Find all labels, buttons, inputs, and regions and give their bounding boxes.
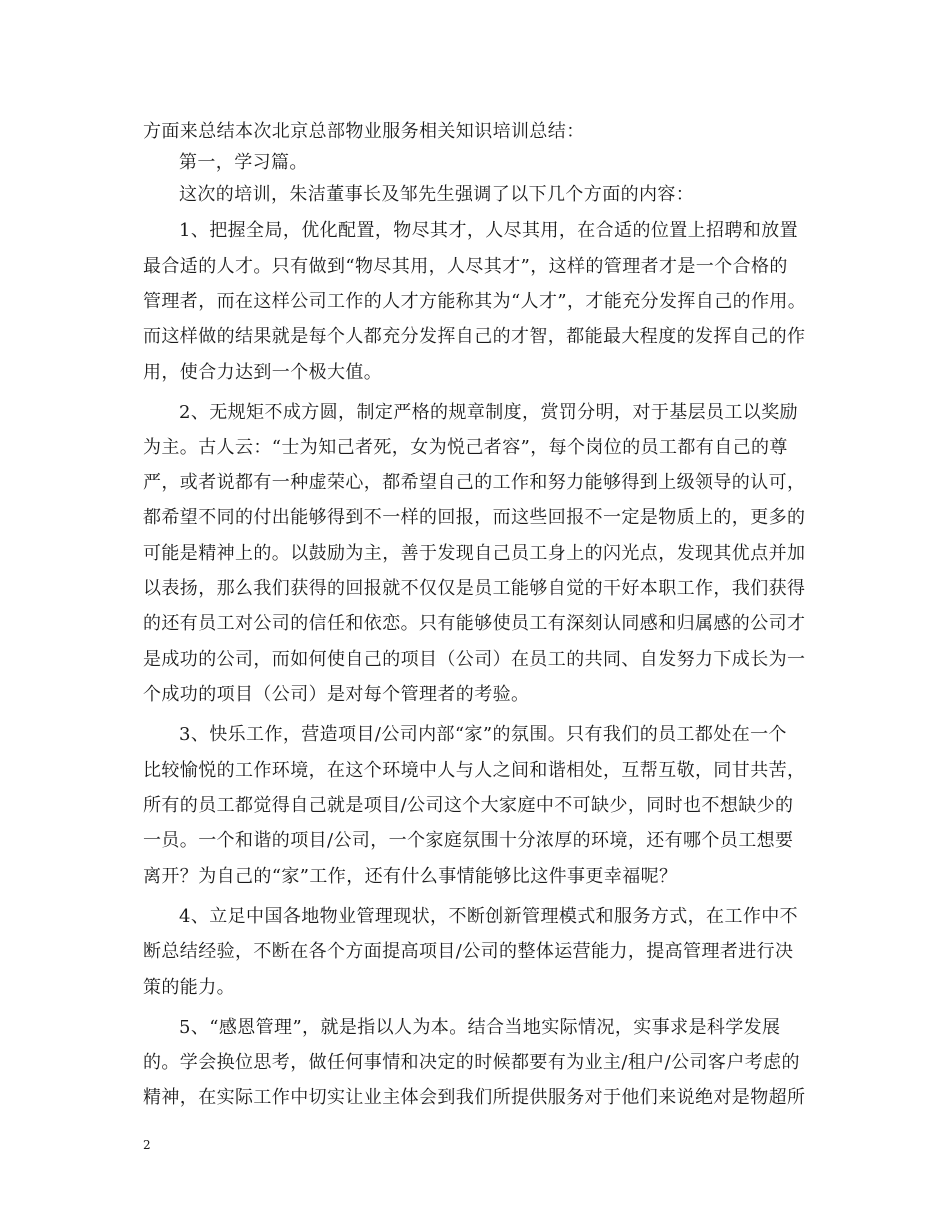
body-text-line: 一员。一个和谐的项目/公司，一个家庭氛围十分浓厚的环境，还有哪个员工想要	[143, 830, 794, 851]
body-text-line: 严，或者说都有一种虚荣心，都希望自己的工作和努力能够得到上级领导的认可，	[143, 472, 806, 493]
body-text-line: 5、“感恩管理”，就是指以人为本。结合当地实际情况，实事求是科学发展	[179, 1017, 781, 1038]
body-text-line: 而这样做的结果就是每个人都充分发挥自己的才智，都能最大程度的发挥自己的作	[143, 326, 806, 347]
section-heading: 第一，学习篇。	[179, 152, 308, 173]
body-text-line: 4、立足中国各地物业管理现状，不断创新管理模式和服务方式，在工作中不	[179, 906, 799, 927]
body-text-line: 比较愉悦的工作环境，在这个环境中人与人之间和谐相处，互帮互敬，同甘共苦，	[143, 760, 806, 781]
body-text-line: 所有的员工都觉得自己就是项目/公司这个大家庭中不可缺少，同时也不想缺少的	[143, 795, 794, 816]
body-text-line: 2、无规矩不成方圆，制定严格的规章制度，赏罚分明，对于基层员工以奖励	[179, 402, 799, 423]
body-text-line: 都希望不同的付出能够得到不一样的回报，而这些回报不一定是物质上的，更多的	[143, 507, 806, 528]
body-text-line: 1、把握全局，优化配置，物尽其才，人尽其用，在合适的位置上招聘和放置	[179, 220, 799, 241]
body-text-line: 是成功的公司，而如何使自己的项目（公司）在员工的共同、自发努力下成长为一	[143, 649, 806, 670]
body-text-line: 最合适的人才。只有做到“物尽其用，人尽其才”，这样的管理者才是一个合格的	[143, 256, 788, 277]
body-text-line: 断总结经验，不断在各个方面提高项目/公司的整体运营能力，提高管理者进行决	[143, 941, 794, 962]
body-text-line: 管理者，而在这样公司工作的人才方能称其为“人才”，才能充分发挥自己的作用。	[143, 291, 807, 312]
body-text-line: 的。学会换位思考，做任何事情和决定的时候都要有为业主/租户/公司客户考虑的	[143, 1052, 800, 1073]
body-text-line: 3、快乐工作，营造项目/公司内部“家”的氛围。只有我们的员工都处在一个	[179, 724, 787, 745]
body-text-line: 方面来总结本次北京总部物业服务相关知识培训总结：	[143, 121, 585, 142]
body-text-line: 为主。古人云：“士为知己者死，女为悦己者容”，每个岗位的员工都有自己的尊	[143, 437, 788, 458]
body-text-line: 以表扬，那么我们获得的回报就不仅仅是员工能够自觉的干好本职工作，我们获得	[143, 578, 806, 599]
body-text-line: 可能是精神上的。以鼓励为主，善于发现自己员工身上的闪光点，发现其优点并加	[143, 543, 806, 564]
body-text-line: 用，使合力达到一个极大值。	[143, 362, 383, 383]
body-text-line: 个成功的项目（公司）是对每个管理者的考验。	[143, 684, 530, 705]
body-text-line: 策的能力。	[143, 977, 235, 998]
body-text-line: 精神，在实际工作中切实让业主体会到我们所提供服务对于他们来说绝对是物超所	[143, 1087, 806, 1108]
page-number: 2	[143, 1138, 151, 1152]
body-text-line: 的还有员工对公司的信任和依恋。只有能够使员工有深刻认同感和归属感的公司才	[143, 613, 806, 634]
body-text-line: 离开？为自己的“家”工作，还有什么事情能够比这件事更幸福呢？	[143, 866, 678, 887]
body-text-line: 这次的培训，朱洁董事长及邹先生强调了以下几个方面的内容：	[179, 184, 695, 205]
